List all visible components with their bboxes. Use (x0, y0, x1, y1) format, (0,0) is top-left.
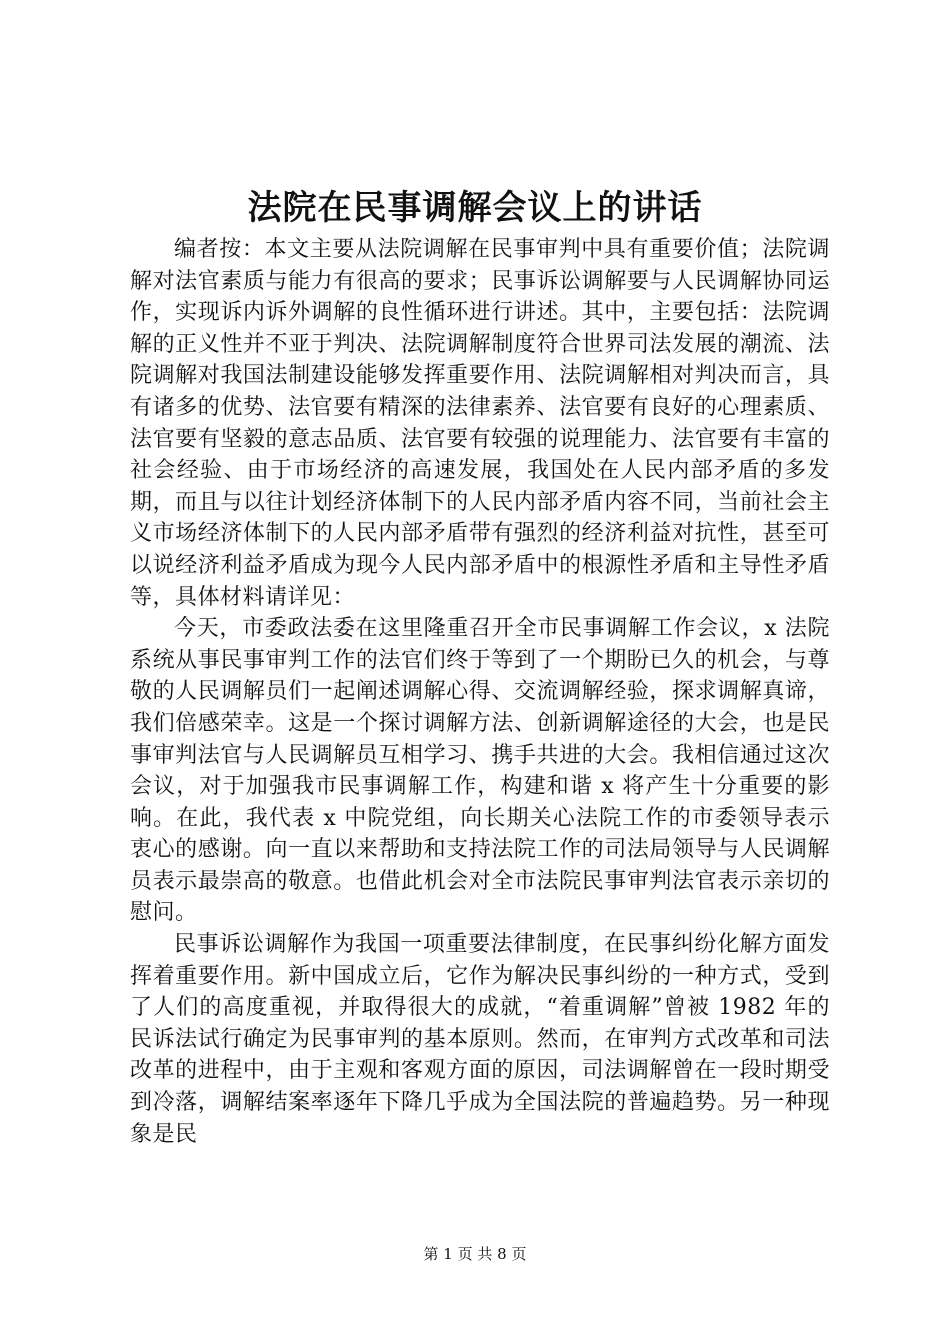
page-number-footer: 第 1 页 共 8 页 (423, 1245, 527, 1263)
paragraph-mediation-history: 民事诉讼调解作为我国一项重要法律制度，在民事纠纷化解方面发挥着重要作用。新中国成立后，它作为解决民事纠纷的一种方式，受到了人们的高度重视，并取得很大的成就，“着重调解”曾被 1982 年的民诉法试行确定为民事审判的基本原则。然而，在审判方式改革和司法改革的进程中，由于主观和客观方面的原因，司法调解曾在一段时期受到冷落，调解结案率逐年下降几乎成为全国法院的普遍趋势。另一种现象是民 (130, 932, 830, 1147)
paragraph-opening: 今天，市委政法委在这里隆重召开全市民事调解工作会议，x 法院系统从事民事审判工作的法官们终于等到了一个期盼已久的机会，与尊敬的人民调解员们一起阐述调解心得、交流调解经验，探求调解真谛，我们倍感荣幸。这是一个探讨调解方法、创新调解途径的大会，也是民事审判法官与人民调解员互相学习、携手共进的大会。我相信通过这次会议，对于加强我市民事调解工作，构建和谐 x 将产生十分重要的影响。在此，我代表 x 中院党组，向长期关心法院工作的市委领导表示衷心的感谢。向一直以来帮助和支持法院工作的司法局领导与人民调解员表示最崇高的敬意。也借此机会对全市法院民事审判法官表示亲切的慰问。 (130, 616, 830, 926)
document-body (130, 234, 830, 1150)
document-title: 法院在民事调解会议上的讲话 (247, 188, 703, 228)
paragraph-editor-note: 编者按：本文主要从法院调解在民事审判中具有重要价值；法院调解对法官素质与能力有很高的要求；民事诉讼调解要与人民调解协同运作，实现诉内诉外调解的良性循环进行讲述。其中，主要包括：法院调解的正义性并不亚于判决、法院调解制度符合世界司法发展的潮流、法院调解对我国法制建设能够发挥重要作用、法院调解相对判决而言，具有诸多的优势、法官要有精深的法律素养、法官要有良好的心理素质、法官要有坚毅的意志品质、法官要有较强的说理能力、法官要有丰富的社会经验、由于市场经济的高速发展，我国处在人民内部矛盾的多发期，而且与以往计划经济体制下的人民内部矛盾内容不同，当前社会主义市场经济体制下的人民内部矛盾带有强烈的经济利益对抗性，甚至可以说经济利益矛盾成为现今人民内部矛盾中的根源性矛盾和主导性矛盾等，具体材料请详见： (130, 237, 830, 610)
